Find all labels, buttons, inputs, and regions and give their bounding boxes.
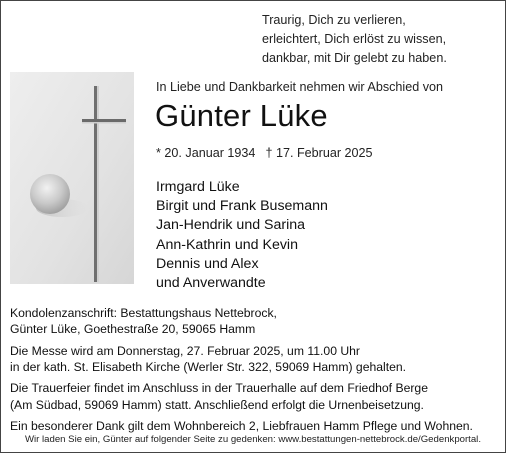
death-date: † 17. Februar 2025 xyxy=(265,146,373,160)
funeral-line: (Am Südbad, 59069 Hamm) statt. Anschließend erfolgt die Urnenbeisetzung. xyxy=(10,397,424,412)
address-line: Günter Lüke, Goethestraße 20, 59065 Hamm xyxy=(10,322,256,337)
life-dates xyxy=(156,146,373,160)
poem-line: dankbar, mit Dir gelebt zu haben. xyxy=(262,51,447,65)
condolence-address xyxy=(10,305,277,337)
birth-date: * 20. Januar 1934 xyxy=(156,146,256,160)
mourner: Ann-Kathrin und Kevin xyxy=(156,236,298,253)
deceased-name: Günter Lüke xyxy=(155,98,328,133)
poem-line: Traurig, Dich zu verlieren, xyxy=(262,13,406,27)
mourner: Jan-Hendrik und Sarina xyxy=(156,217,306,234)
mourner: Birgit und Frank Busemann xyxy=(156,198,328,215)
mass-line: in der kath. St. Elisabeth Kirche (Werler Str. 322, 59069 Hamm) gehalten. xyxy=(10,360,407,375)
funeral-line: Die Trauerfeier findet im Anschluss in der Trauerhalle auf dem Friedhof Berge xyxy=(10,381,428,396)
poem-line: erleichtert, Dich erlöst zu wissen, xyxy=(262,32,447,46)
address-line: Kondolenzanschrift: Bestattungshaus Nettebrock, xyxy=(10,306,277,320)
mourner: Dennis und Alex xyxy=(156,255,259,272)
memorial-portal-footer: Wir laden Sie ein, Günter auf folgender Seite zu gedenken: www.bestattungen-nettebrock.de/Gedenkportal. xyxy=(25,434,481,445)
poem xyxy=(262,11,447,68)
thanks-line: Ein besonderer Dank gilt dem Wohnbereich 2, Liebfrauen Hamm Pflege und Wohnen. xyxy=(10,418,473,433)
ceremony-info xyxy=(10,343,473,434)
mass-line: Die Messe wird am Donnerstag, 27. Februar 2025, um 11.00 Uhr xyxy=(10,344,360,358)
mourner: Irmgard Lüke xyxy=(156,179,240,195)
farewell-text: In Liebe und Dankbarkeit nehmen wir Abschied von xyxy=(156,80,444,94)
mourner: und Anverwandte xyxy=(156,275,266,292)
mourners-list xyxy=(156,178,328,293)
cross-photo xyxy=(10,72,134,284)
